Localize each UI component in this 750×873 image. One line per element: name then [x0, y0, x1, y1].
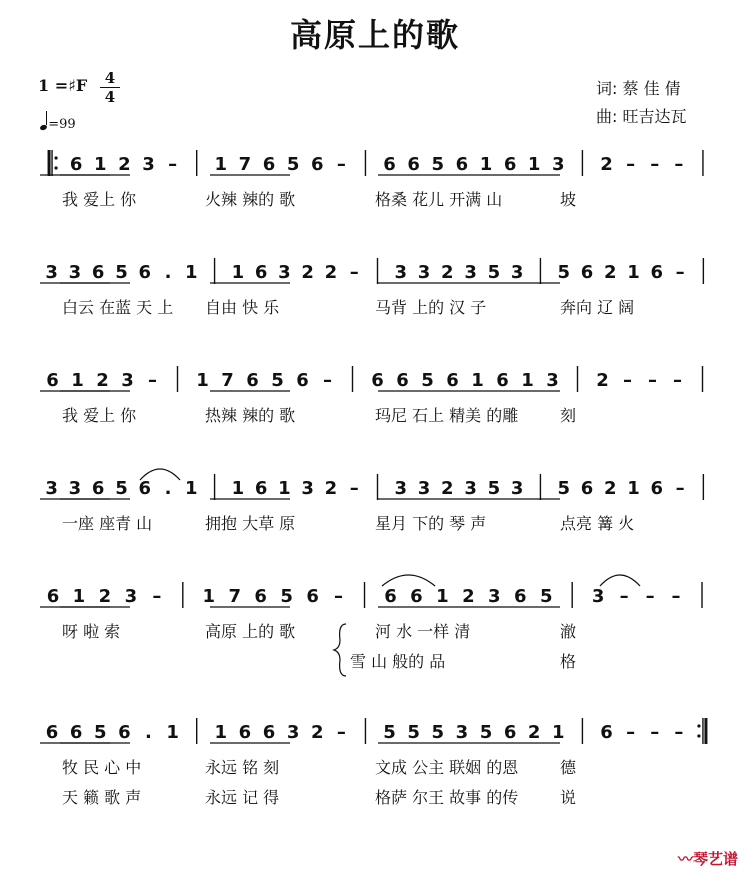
note-token: 6	[254, 478, 268, 499]
note-token: 6	[446, 370, 459, 391]
repeat-dot	[54, 166, 57, 169]
note-token: 1	[627, 262, 640, 283]
lyric-line: 白云 在蓝 天 上	[62, 298, 174, 317]
lyric-line: 拥抱 大草 原	[205, 514, 296, 533]
note-token: .	[164, 262, 172, 283]
note-token: –	[336, 722, 346, 743]
note-token: 6	[254, 262, 268, 283]
note-token: 6	[383, 154, 396, 175]
note-token: 1	[231, 478, 245, 499]
note-token: 6	[46, 370, 59, 391]
note-token: 3	[68, 262, 82, 283]
note-token: 3	[464, 478, 477, 499]
note-token: 2	[600, 154, 613, 175]
note-token: –	[619, 586, 629, 607]
note-token: .	[164, 478, 172, 499]
note-token: 6	[118, 722, 131, 743]
lyric-line: 火辣 辣的 歌	[205, 190, 296, 209]
note-token: 3	[510, 262, 524, 283]
note-token: 6	[246, 370, 259, 391]
note-token: 6	[496, 370, 509, 391]
note-token: –	[626, 154, 636, 175]
note-token: 6	[69, 722, 83, 743]
note-token: 5	[479, 722, 493, 743]
note-token: 6	[384, 586, 397, 607]
note-token: 6	[91, 478, 105, 499]
lyric-line: 永远 记 得	[205, 788, 280, 807]
note-token: 1	[214, 722, 228, 743]
note-token: 2	[462, 586, 475, 607]
note-token: 3	[278, 262, 291, 283]
note-token: 1	[479, 154, 493, 175]
note-token: 6	[580, 262, 594, 283]
note-token: 7	[221, 370, 234, 391]
slur	[382, 575, 435, 586]
time-signature-bottom: 4	[104, 88, 116, 106]
note-token: 6	[503, 722, 517, 743]
note-token: 5	[94, 722, 107, 743]
note-token: 3	[301, 478, 314, 499]
note-token: 5	[557, 478, 570, 499]
repeat-dot	[54, 156, 57, 159]
note-token: 3	[552, 154, 565, 175]
song-title: 高原上的歌	[289, 16, 460, 54]
note-token: 6	[45, 722, 59, 743]
note-token: 3	[45, 478, 58, 499]
note-token: 5	[421, 370, 434, 391]
note-token: 6	[410, 586, 423, 607]
note-token: 3	[464, 262, 477, 283]
note-token: 6	[262, 722, 276, 743]
lyric-line: 澈	[560, 622, 577, 641]
note-token: 6	[580, 478, 594, 499]
note-token: 6	[407, 154, 420, 175]
note-token: –	[623, 370, 632, 391]
note-token: 1	[202, 586, 216, 607]
note-token: 5	[557, 262, 570, 283]
time-signature-top: 4	[104, 69, 116, 87]
note-token: 5	[431, 722, 445, 743]
note-token: .	[145, 722, 152, 743]
note-token: 2	[441, 478, 454, 499]
note-token: 5	[115, 478, 128, 499]
note-token: 3	[546, 370, 559, 391]
note-token: 7	[228, 586, 241, 607]
note-token: 1	[231, 262, 245, 283]
note-token: 1	[185, 478, 198, 499]
lyric-line: 永远 铭 刻	[205, 758, 280, 777]
note-token: 3	[394, 262, 408, 283]
note-token: 3	[124, 586, 138, 607]
note-token: –	[336, 154, 346, 175]
note-token: 3	[488, 586, 501, 607]
note-token: –	[168, 154, 178, 175]
lyric-line: 说	[560, 788, 577, 807]
lyric-line: 坡	[560, 190, 577, 209]
lyric-line: 玛尼 石上 精美 的雕	[375, 406, 519, 425]
lyric-line: 德	[560, 758, 577, 777]
repeat-dot	[697, 724, 700, 727]
note-token: 5	[487, 478, 501, 499]
note-token: 1	[527, 154, 541, 175]
repeat-dot	[697, 734, 700, 737]
note-token: 1	[436, 586, 449, 607]
lyric-line: 星月 下的 琴 声	[375, 514, 487, 533]
note-token: 6	[296, 370, 309, 391]
note-token: 5	[487, 262, 501, 283]
note-token: 1	[552, 722, 565, 743]
note-token: 6	[396, 370, 409, 391]
note-token: 2	[324, 262, 338, 283]
note-token: 2	[603, 478, 617, 499]
watermark-logo: 〰琴艺谱	[677, 850, 738, 868]
lyricist-credit: 词: 蔡 佳 倩	[596, 79, 681, 98]
tempo-value: =99	[48, 117, 76, 132]
note-token: 1	[196, 370, 209, 391]
note-token: 3	[510, 478, 524, 499]
note-token: 6	[306, 586, 319, 607]
note-token: 5	[407, 722, 420, 743]
note-token: 1	[185, 262, 198, 283]
note-token: 2	[98, 586, 112, 607]
lyric-line: 马背 上的 汉 子	[375, 298, 487, 317]
note-token: 1	[627, 478, 640, 499]
note-token: 3	[417, 478, 431, 499]
note-token: 2	[324, 478, 338, 499]
lyric-line: 雪 山 般的 品	[350, 652, 446, 671]
lyric-line: 刻	[560, 406, 577, 425]
note-token: 3	[591, 586, 605, 607]
note-token: 5	[539, 586, 553, 607]
note-token: 3	[142, 154, 155, 175]
note-token: 3	[455, 722, 469, 743]
note-token: 2	[527, 722, 541, 743]
lyric-line: 牧 民 心 中	[62, 758, 142, 777]
note-token: 3	[45, 262, 58, 283]
note-token: 6	[455, 154, 469, 175]
note-token: 6	[46, 586, 60, 607]
lyric-line: 热辣 辣的 歌	[205, 406, 296, 425]
note-token: –	[626, 722, 636, 743]
note-token: –	[334, 586, 344, 607]
note-token: 3	[121, 370, 134, 391]
note-token: 1	[214, 154, 228, 175]
note-token: 1	[521, 370, 534, 391]
note-token: –	[675, 478, 685, 499]
note-token: –	[674, 722, 684, 743]
note-token: 6	[371, 370, 384, 391]
note-token: –	[671, 586, 681, 607]
note-token: 2	[596, 370, 609, 391]
note-token: 6	[238, 722, 252, 743]
note-token: 5	[280, 586, 293, 607]
lyric-brace	[334, 624, 346, 676]
note-token: 3	[417, 262, 431, 283]
lyric-line: 天 籁 歌 声	[62, 788, 142, 807]
lyric-line: 河 水 一样 清	[375, 622, 471, 641]
note-token: 2	[118, 154, 131, 175]
lyric-line: 格	[560, 652, 577, 671]
lyric-line: 自由 快 乐	[205, 298, 280, 317]
note-token: –	[650, 722, 660, 743]
note-token: 6	[254, 586, 267, 607]
note-token: 6	[69, 154, 83, 175]
watermark-icon: 〰	[677, 850, 693, 868]
lyric-line: 我 爱上 你	[62, 406, 137, 425]
note-token: 5	[286, 154, 300, 175]
note-token: 3	[394, 478, 408, 499]
note-token: 6	[650, 262, 664, 283]
note-token: –	[645, 586, 655, 607]
note-token: 1	[471, 370, 484, 391]
note-token: 7	[238, 154, 252, 175]
note-token: –	[152, 586, 162, 607]
note-token: 3	[286, 722, 300, 743]
note-token: 1	[71, 370, 84, 391]
lyric-line: 一座 座青 山	[62, 514, 153, 533]
note-token: 3	[68, 478, 82, 499]
note-token: 2	[96, 370, 109, 391]
slur	[600, 575, 640, 586]
note-token: 1	[278, 478, 291, 499]
note-token: 2	[603, 262, 617, 283]
lyric-line: 格萨 尔王 故事 的传	[375, 788, 519, 807]
note-token: –	[650, 154, 660, 175]
note-token: 6	[262, 154, 276, 175]
note-token: 6	[600, 722, 613, 743]
note-token: –	[648, 370, 657, 391]
note-token: 2	[310, 722, 324, 743]
lyric-line: 高原 上的 歌	[205, 622, 296, 641]
composer-credit: 曲: 旺吉达瓦	[596, 107, 687, 126]
lyric-line: 格桑 花儿 开满 山	[375, 190, 503, 209]
note-token: –	[349, 478, 359, 499]
note-token: 5	[271, 370, 284, 391]
note-token: 1	[94, 154, 107, 175]
note-token: 2	[301, 262, 314, 283]
note-token: 5	[383, 722, 396, 743]
lyric-line: 奔向 辽 阔	[560, 298, 635, 317]
note-token: –	[148, 370, 157, 391]
lyric-line: 点亮 篝 火	[560, 514, 635, 533]
key-signature: 1 =♯F	[38, 76, 88, 95]
note-token: 1	[72, 586, 86, 607]
note-token: –	[674, 154, 684, 175]
note-token: 1	[166, 722, 179, 743]
note-token: 2	[441, 262, 454, 283]
note-token: 5	[431, 154, 445, 175]
note-token: 6	[514, 586, 527, 607]
note-token: –	[323, 370, 332, 391]
note-token: 6	[138, 478, 152, 499]
note-token: 6	[91, 262, 105, 283]
note-token: –	[673, 370, 682, 391]
note-token: –	[349, 262, 359, 283]
note-token: 6	[650, 478, 664, 499]
lyric-line: 呀 啦 索	[62, 622, 121, 641]
note-token: 5	[115, 262, 128, 283]
note-token: –	[675, 262, 685, 283]
note-token: 6	[503, 154, 517, 175]
lyric-line: 文成 公主 联姻 的恩	[375, 758, 519, 777]
lyric-line: 我 爱上 你	[62, 190, 137, 209]
note-token: 6	[138, 262, 152, 283]
note-token: 6	[310, 154, 324, 175]
